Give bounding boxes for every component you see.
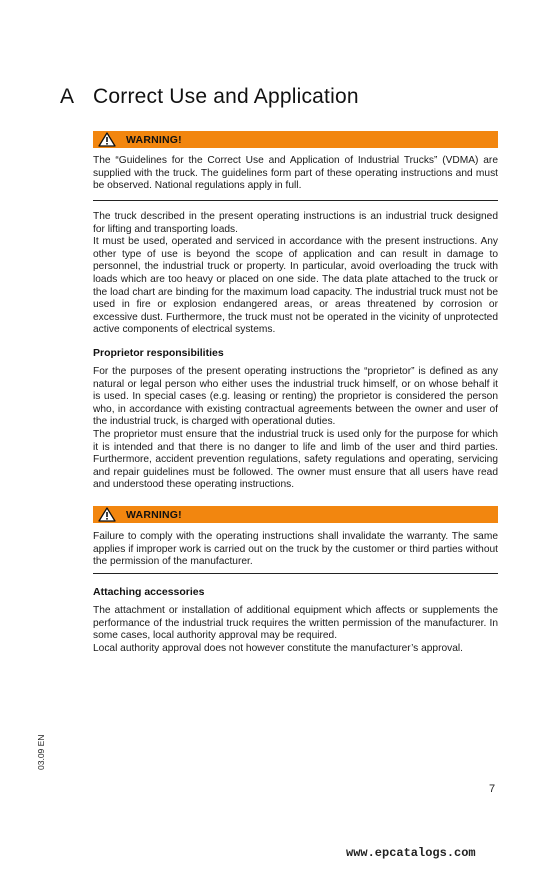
accessories-paragraph: Local authority approval does not however constitute the manufacturer’s approval. xyxy=(93,642,463,654)
warning-triangle-icon xyxy=(98,132,116,147)
proprietor-paragraph: For the purposes of the present operating instructions the “proprietor” is defined as any natural or legal person who either uses the industrial truck himself, or on whose behalf it is used. In special cases (e.g. leasing or renting) the proprietor is considered the person who, in accordance with existing contractual agreements between the owner and user of the industrial truck, is charged with operational duties. xyxy=(93,366,498,428)
watermark: www.epcatalogs.com xyxy=(346,846,476,860)
warning-text-block xyxy=(93,155,498,193)
proprietor-paragraph: The proprietor must ensure that the industrial truck is used only for the purpose for which it is intended and that there is no danger to life and limb of the user and third parties. Furthermore, accident prevention regulations, safety regulations and operating, servicing and repair guidelines must be followed. The owner must ensure that all users have read and understood these operating instructions. xyxy=(93,428,498,491)
warning-banner xyxy=(93,131,498,148)
section-heading: Proprietor responsibilities xyxy=(93,347,224,359)
page-title xyxy=(60,85,359,109)
warning-text-block xyxy=(93,531,498,569)
warning-banner xyxy=(93,506,498,523)
warning-text: The “Guidelines for the Correct Use and Application of Industrial Trucks” (VDMA) are supplied with the truck. The guidelines form part of these operating instructions and must be observed. National regulations apply in full. xyxy=(93,155,498,192)
divider xyxy=(93,573,498,574)
proprietor-section xyxy=(93,347,498,492)
warning-triangle-icon xyxy=(98,507,116,522)
intro-paragraph: It must be used, operated and serviced in accordance with the present instructions. Any other type of use is beyond the scope of application and can result in damage to personnel, the industrial truck or property. In particular, avoid overloading the truck with loads which are too heavy or placed on one side. The data plate attached to the truck or the load chart are binding for the maximum load capacity. The industrial truck must not be used in fire or explosion endangered areas, or areas threatened by corrosion or excessive dust. Furthermore, the truck must not be operated in the vicinity of unprotected active components of electrical systems. xyxy=(93,236,498,336)
divider xyxy=(93,200,498,201)
warning-label: WARNING! xyxy=(126,508,182,521)
warning-label: WARNING! xyxy=(126,133,182,146)
accessories-section xyxy=(93,586,498,655)
chapter-title: Correct Use and Application xyxy=(93,85,359,108)
section-heading: Attaching accessories xyxy=(93,586,205,598)
intro-section xyxy=(93,211,498,337)
edition-date: 03.09 EN xyxy=(36,734,46,770)
page-number: 7 xyxy=(489,783,496,795)
chapter-letter: A xyxy=(60,85,75,108)
intro-paragraph: The truck described in the present operating instructions is an industrial truck designed for lifting and transporting loads. xyxy=(93,211,498,235)
warning-text: Failure to comply with the operating instructions shall invalidate the warranty. The same applies if improper work is carried out on the truck by the customer or third parties without the permission of the manufacturer. xyxy=(93,531,498,568)
accessories-paragraph: The attachment or installation of additional equipment which affects or supplements the performance of the industrial truck requires the written permission of the manufacturer. In some cases, local authority approval may be required. xyxy=(93,605,498,642)
